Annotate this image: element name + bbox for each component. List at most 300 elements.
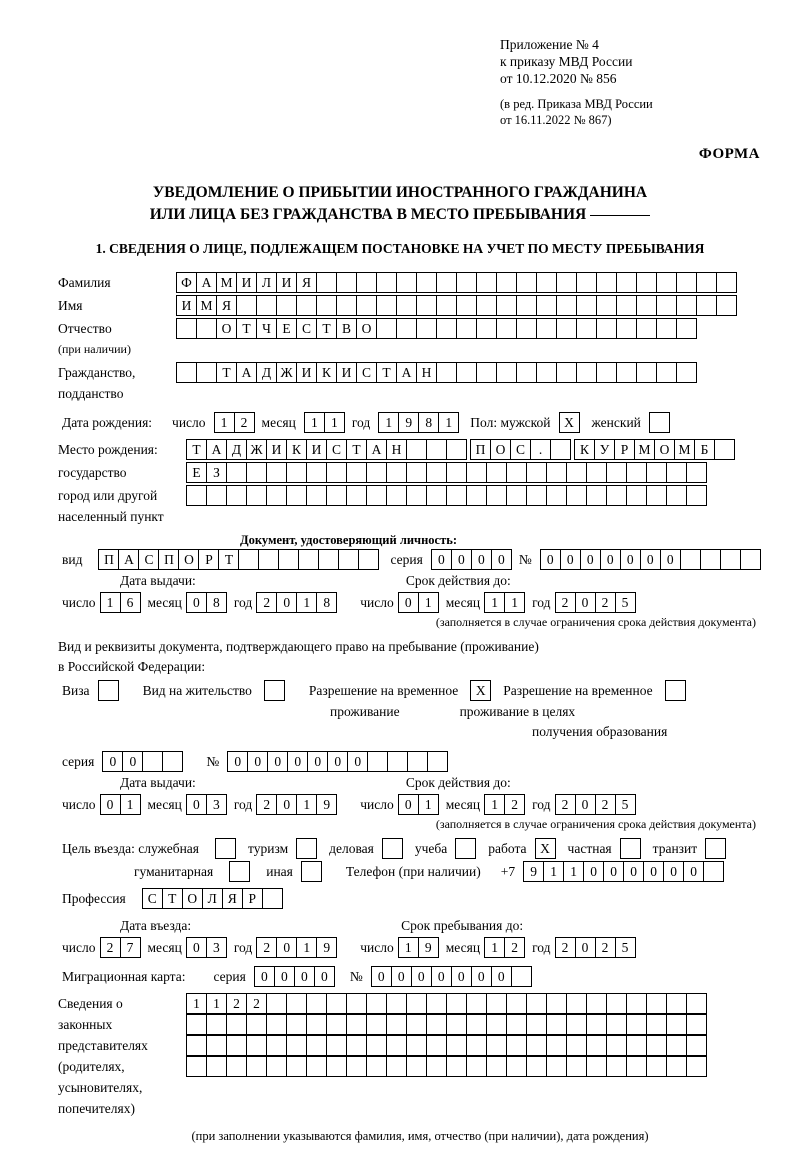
form-cell[interactable] xyxy=(276,295,297,316)
form-cell[interactable] xyxy=(626,1056,647,1077)
form-cell[interactable]: . xyxy=(530,439,551,460)
form-cell[interactable]: 6 xyxy=(120,592,141,613)
form-cell[interactable]: 0 xyxy=(575,937,596,958)
form-cell[interactable]: 0 xyxy=(186,794,207,815)
form-cell[interactable]: З xyxy=(206,462,227,483)
form-cell[interactable] xyxy=(436,272,457,293)
form-cell[interactable]: Т xyxy=(218,549,239,570)
form-cell[interactable] xyxy=(176,318,197,339)
form-cell[interactable] xyxy=(666,1035,687,1056)
form-cell[interactable]: Т xyxy=(162,888,183,909)
form-cell[interactable] xyxy=(616,272,637,293)
purpose-humanitarian-checkbox[interactable] xyxy=(229,861,250,882)
form-cell[interactable] xyxy=(526,993,547,1014)
form-cell[interactable] xyxy=(556,295,577,316)
form-cell[interactable] xyxy=(703,861,724,882)
form-cell[interactable] xyxy=(256,295,277,316)
form-cell[interactable]: И xyxy=(236,272,257,293)
form-cell[interactable]: И xyxy=(336,362,357,383)
sex-female-checkbox[interactable] xyxy=(649,412,670,433)
form-cell[interactable]: П xyxy=(470,439,491,460)
migration-card-series-input[interactable] xyxy=(254,966,334,987)
form-cell[interactable] xyxy=(516,318,537,339)
form-cell[interactable]: 0 xyxy=(411,966,432,987)
form-cell[interactable] xyxy=(286,1014,307,1035)
representatives-input-row-3[interactable] xyxy=(186,1035,706,1056)
form-cell[interactable]: И xyxy=(296,362,317,383)
form-cell[interactable] xyxy=(511,966,532,987)
birthplace-line3-input[interactable] xyxy=(186,485,706,506)
form-cell[interactable] xyxy=(306,993,327,1014)
form-cell[interactable] xyxy=(606,993,627,1014)
form-cell[interactable] xyxy=(286,1056,307,1077)
form-cell[interactable]: 8 xyxy=(206,592,227,613)
form-cell[interactable] xyxy=(456,272,477,293)
form-cell[interactable]: 9 xyxy=(418,937,439,958)
form-cell[interactable] xyxy=(406,993,427,1014)
form-cell[interactable]: 9 xyxy=(316,794,337,815)
form-cell[interactable] xyxy=(396,272,417,293)
purpose-other-checkbox[interactable] xyxy=(301,861,322,882)
form-cell[interactable]: 0 xyxy=(227,751,248,772)
form-cell[interactable]: 5 xyxy=(615,937,636,958)
form-cell[interactable]: Т xyxy=(346,439,367,460)
form-cell[interactable]: 2 xyxy=(100,937,121,958)
form-cell[interactable] xyxy=(476,318,497,339)
entry-day-input[interactable] xyxy=(100,937,140,958)
form-cell[interactable]: 0 xyxy=(276,794,297,815)
form-cell[interactable] xyxy=(366,1056,387,1077)
form-cell[interactable] xyxy=(646,1035,667,1056)
form-cell[interactable]: 1 xyxy=(100,592,121,613)
form-cell[interactable] xyxy=(356,272,377,293)
form-cell[interactable] xyxy=(186,485,207,506)
form-cell[interactable] xyxy=(486,993,507,1014)
form-cell[interactable]: С xyxy=(138,549,159,570)
form-cell[interactable] xyxy=(266,1014,287,1035)
form-cell[interactable]: Ж xyxy=(276,362,297,383)
form-cell[interactable] xyxy=(696,272,717,293)
form-cell[interactable] xyxy=(246,485,267,506)
visa-checkbox[interactable] xyxy=(98,680,119,701)
form-cell[interactable]: Т xyxy=(216,362,237,383)
form-cell[interactable] xyxy=(266,993,287,1014)
form-cell[interactable] xyxy=(358,549,379,570)
form-cell[interactable] xyxy=(680,549,701,570)
form-cell[interactable] xyxy=(466,485,487,506)
form-cell[interactable] xyxy=(616,295,637,316)
form-cell[interactable]: С xyxy=(356,362,377,383)
form-cell[interactable]: 5 xyxy=(615,794,636,815)
form-cell[interactable]: 0 xyxy=(100,794,121,815)
form-cell[interactable]: 0 xyxy=(663,861,684,882)
form-cell[interactable] xyxy=(186,1014,207,1035)
stay-doc-series-input[interactable] xyxy=(102,751,182,772)
form-cell[interactable] xyxy=(366,485,387,506)
purpose-service-checkbox[interactable] xyxy=(215,838,236,859)
form-cell[interactable]: И xyxy=(266,439,287,460)
form-cell[interactable] xyxy=(226,1014,247,1035)
form-cell[interactable] xyxy=(636,295,657,316)
form-cell[interactable]: Л xyxy=(202,888,223,909)
form-cell[interactable]: 0 xyxy=(276,592,297,613)
form-cell[interactable] xyxy=(676,362,697,383)
form-cell[interactable] xyxy=(306,1056,327,1077)
form-cell[interactable]: 0 xyxy=(122,751,143,772)
form-cell[interactable]: 0 xyxy=(391,966,412,987)
form-cell[interactable] xyxy=(466,1014,487,1035)
form-cell[interactable] xyxy=(486,1056,507,1077)
form-cell[interactable]: Д xyxy=(256,362,277,383)
form-cell[interactable] xyxy=(386,1056,407,1077)
form-cell[interactable] xyxy=(426,1035,447,1056)
form-cell[interactable] xyxy=(596,272,617,293)
form-cell[interactable] xyxy=(386,462,407,483)
form-cell[interactable] xyxy=(316,272,337,293)
form-cell[interactable]: 2 xyxy=(595,937,616,958)
form-cell[interactable]: 2 xyxy=(234,412,255,433)
form-cell[interactable]: 0 xyxy=(540,549,561,570)
form-cell[interactable]: 0 xyxy=(451,549,472,570)
form-cell[interactable] xyxy=(406,1056,427,1077)
form-cell[interactable]: 0 xyxy=(643,861,664,882)
form-cell[interactable]: 1 xyxy=(296,592,317,613)
form-cell[interactable]: 2 xyxy=(256,592,277,613)
identity-issue-day-input[interactable] xyxy=(100,592,140,613)
form-cell[interactable] xyxy=(720,549,741,570)
form-cell[interactable] xyxy=(686,1056,707,1077)
form-cell[interactable] xyxy=(346,485,367,506)
form-cell[interactable] xyxy=(396,318,417,339)
form-cell[interactable] xyxy=(646,1014,667,1035)
form-cell[interactable]: 9 xyxy=(523,861,544,882)
form-cell[interactable] xyxy=(526,1056,547,1077)
form-cell[interactable]: М xyxy=(196,295,217,316)
form-cell[interactable]: 0 xyxy=(580,549,601,570)
form-cell[interactable] xyxy=(426,1014,447,1035)
form-cell[interactable] xyxy=(326,1056,347,1077)
form-cell[interactable] xyxy=(466,1056,487,1077)
form-cell[interactable]: 0 xyxy=(620,549,641,570)
stay-valid-day-input[interactable] xyxy=(398,794,438,815)
form-cell[interactable]: А xyxy=(366,439,387,460)
identity-issue-year-input[interactable] xyxy=(256,592,336,613)
form-cell[interactable] xyxy=(486,485,507,506)
form-cell[interactable]: 0 xyxy=(274,966,295,987)
form-cell[interactable]: А xyxy=(206,439,227,460)
form-cell[interactable] xyxy=(366,1014,387,1035)
form-cell[interactable] xyxy=(506,993,527,1014)
form-cell[interactable]: С xyxy=(326,439,347,460)
form-cell[interactable] xyxy=(286,1035,307,1056)
form-cell[interactable] xyxy=(476,362,497,383)
form-cell[interactable] xyxy=(318,549,339,570)
form-cell[interactable] xyxy=(466,993,487,1014)
identity-doc-series-input[interactable] xyxy=(431,549,511,570)
entry-year-input[interactable] xyxy=(256,937,336,958)
form-cell[interactable] xyxy=(376,272,397,293)
form-cell[interactable]: Н xyxy=(386,439,407,460)
form-cell[interactable] xyxy=(676,318,697,339)
form-cell[interactable] xyxy=(426,1056,447,1077)
form-cell[interactable]: 0 xyxy=(491,966,512,987)
form-cell[interactable] xyxy=(656,272,677,293)
form-cell[interactable]: И xyxy=(276,272,297,293)
citizenship-input[interactable] xyxy=(176,362,696,383)
form-cell[interactable] xyxy=(338,549,359,570)
form-cell[interactable] xyxy=(516,295,537,316)
purpose-work-checkbox[interactable]: X xyxy=(535,838,556,859)
form-cell[interactable] xyxy=(686,462,707,483)
form-cell[interactable] xyxy=(656,362,677,383)
form-cell[interactable]: Р xyxy=(242,888,263,909)
form-cell[interactable]: М xyxy=(674,439,695,460)
form-cell[interactable]: 0 xyxy=(398,592,419,613)
form-cell[interactable] xyxy=(636,272,657,293)
form-cell[interactable] xyxy=(686,1035,707,1056)
form-cell[interactable] xyxy=(566,1056,587,1077)
form-cell[interactable]: 0 xyxy=(186,937,207,958)
form-cell[interactable] xyxy=(616,362,637,383)
identity-valid-year-input[interactable] xyxy=(555,592,635,613)
form-cell[interactable] xyxy=(346,1035,367,1056)
form-cell[interactable]: 1 xyxy=(378,412,399,433)
form-cell[interactable]: 0 xyxy=(347,751,368,772)
form-cell[interactable] xyxy=(550,439,571,460)
form-cell[interactable]: 8 xyxy=(418,412,439,433)
form-cell[interactable] xyxy=(626,462,647,483)
form-cell[interactable]: Р xyxy=(614,439,635,460)
form-cell[interactable] xyxy=(646,1056,667,1077)
form-cell[interactable] xyxy=(606,1014,627,1035)
form-cell[interactable] xyxy=(576,362,597,383)
form-cell[interactable]: И xyxy=(176,295,197,316)
form-cell[interactable]: А xyxy=(236,362,257,383)
form-cell[interactable]: О xyxy=(356,318,377,339)
stay-issue-year-input[interactable] xyxy=(256,794,336,815)
form-cell[interactable] xyxy=(576,318,597,339)
form-cell[interactable] xyxy=(387,751,408,772)
form-cell[interactable]: П xyxy=(98,549,119,570)
form-cell[interactable]: 1 xyxy=(206,993,227,1014)
form-cell[interactable] xyxy=(606,462,627,483)
form-cell[interactable] xyxy=(636,362,657,383)
entry-month-input[interactable] xyxy=(186,937,226,958)
form-cell[interactable] xyxy=(366,1035,387,1056)
form-cell[interactable] xyxy=(258,549,279,570)
form-cell[interactable] xyxy=(476,272,497,293)
form-cell[interactable] xyxy=(186,1056,207,1077)
form-cell[interactable] xyxy=(316,295,337,316)
form-cell[interactable] xyxy=(407,751,428,772)
form-cell[interactable] xyxy=(206,1035,227,1056)
form-cell[interactable]: 1 xyxy=(484,592,505,613)
form-cell[interactable]: 0 xyxy=(327,751,348,772)
form-cell[interactable] xyxy=(206,1014,227,1035)
form-cell[interactable]: И xyxy=(306,439,327,460)
form-cell[interactable] xyxy=(346,1014,367,1035)
form-cell[interactable] xyxy=(586,1014,607,1035)
form-cell[interactable] xyxy=(226,1056,247,1077)
form-cell[interactable] xyxy=(296,295,317,316)
form-cell[interactable]: 2 xyxy=(504,794,525,815)
form-cell[interactable]: М xyxy=(216,272,237,293)
form-cell[interactable]: В xyxy=(336,318,357,339)
form-cell[interactable] xyxy=(436,318,457,339)
form-cell[interactable] xyxy=(266,485,287,506)
form-cell[interactable]: 3 xyxy=(206,794,227,815)
form-cell[interactable] xyxy=(546,1035,567,1056)
form-cell[interactable] xyxy=(456,362,477,383)
form-cell[interactable] xyxy=(466,462,487,483)
form-cell[interactable] xyxy=(716,272,737,293)
form-cell[interactable]: 1 xyxy=(438,412,459,433)
form-cell[interactable]: 1 xyxy=(214,412,235,433)
form-cell[interactable] xyxy=(416,295,437,316)
form-cell[interactable] xyxy=(456,295,477,316)
form-cell[interactable]: Ж xyxy=(246,439,267,460)
form-cell[interactable] xyxy=(686,485,707,506)
form-cell[interactable]: Ч xyxy=(256,318,277,339)
form-cell[interactable]: 0 xyxy=(186,592,207,613)
surname-input[interactable] xyxy=(176,272,736,293)
temp-residence-checkbox[interactable]: X xyxy=(470,680,491,701)
form-cell[interactable] xyxy=(246,462,267,483)
identity-doc-number-input[interactable] xyxy=(540,549,760,570)
form-cell[interactable]: П xyxy=(158,549,179,570)
residence-permit-checkbox[interactable] xyxy=(264,680,285,701)
form-cell[interactable] xyxy=(526,1014,547,1035)
stay-year-input[interactable] xyxy=(555,937,635,958)
form-cell[interactable] xyxy=(656,295,677,316)
form-cell[interactable] xyxy=(486,1014,507,1035)
form-cell[interactable]: Т xyxy=(186,439,207,460)
form-cell[interactable] xyxy=(346,1056,367,1077)
representatives-input-row-2[interactable] xyxy=(186,1014,706,1035)
form-cell[interactable]: 7 xyxy=(120,937,141,958)
form-cell[interactable] xyxy=(616,318,637,339)
form-cell[interactable] xyxy=(206,485,227,506)
stay-day-input[interactable] xyxy=(398,937,438,958)
form-cell[interactable]: Д xyxy=(226,439,247,460)
birthplace-city-input[interactable] xyxy=(574,439,734,460)
form-cell[interactable] xyxy=(266,462,287,483)
form-cell[interactable] xyxy=(516,272,537,293)
form-cell[interactable] xyxy=(306,1014,327,1035)
form-cell[interactable] xyxy=(336,295,357,316)
form-cell[interactable] xyxy=(356,295,377,316)
form-cell[interactable] xyxy=(376,295,397,316)
form-cell[interactable]: 0 xyxy=(603,861,624,882)
form-cell[interactable]: 2 xyxy=(595,794,616,815)
form-cell[interactable] xyxy=(666,462,687,483)
representatives-input-row-4[interactable] xyxy=(186,1056,706,1077)
form-cell[interactable] xyxy=(427,751,448,772)
representatives-input-row-1[interactable] xyxy=(186,993,706,1014)
identity-valid-month-input[interactable] xyxy=(484,592,524,613)
form-cell[interactable] xyxy=(546,1014,567,1035)
form-cell[interactable] xyxy=(446,993,467,1014)
form-cell[interactable]: 1 xyxy=(120,794,141,815)
form-cell[interactable]: 0 xyxy=(660,549,681,570)
form-cell[interactable]: 1 xyxy=(504,592,525,613)
form-cell[interactable] xyxy=(346,462,367,483)
form-cell[interactable] xyxy=(496,272,517,293)
form-cell[interactable] xyxy=(446,462,467,483)
form-cell[interactable]: 1 xyxy=(418,592,439,613)
form-cell[interactable]: Я xyxy=(222,888,243,909)
form-cell[interactable] xyxy=(436,362,457,383)
form-cell[interactable] xyxy=(686,1014,707,1035)
form-cell[interactable] xyxy=(326,1014,347,1035)
form-cell[interactable] xyxy=(306,485,327,506)
form-cell[interactable]: С xyxy=(296,318,317,339)
birth-year-input[interactable] xyxy=(378,412,458,433)
form-cell[interactable] xyxy=(596,318,617,339)
form-cell[interactable] xyxy=(286,485,307,506)
form-cell[interactable] xyxy=(556,318,577,339)
form-cell[interactable]: 0 xyxy=(471,966,492,987)
form-cell[interactable]: 0 xyxy=(583,861,604,882)
form-cell[interactable]: 0 xyxy=(307,751,328,772)
purpose-study-checkbox[interactable] xyxy=(455,838,476,859)
form-cell[interactable]: 3 xyxy=(206,937,227,958)
stay-issue-month-input[interactable] xyxy=(186,794,226,815)
form-cell[interactable] xyxy=(446,1014,467,1035)
form-cell[interactable]: 2 xyxy=(246,993,267,1014)
form-cell[interactable]: 0 xyxy=(451,966,472,987)
form-cell[interactable]: О xyxy=(178,549,199,570)
form-cell[interactable]: 0 xyxy=(640,549,661,570)
form-cell[interactable]: 0 xyxy=(314,966,335,987)
form-cell[interactable]: 1 xyxy=(304,412,325,433)
form-cell[interactable]: 0 xyxy=(575,592,596,613)
form-cell[interactable]: 8 xyxy=(316,592,337,613)
form-cell[interactable]: 0 xyxy=(276,937,297,958)
form-cell[interactable] xyxy=(606,485,627,506)
form-cell[interactable] xyxy=(626,993,647,1014)
form-cell[interactable] xyxy=(536,362,557,383)
form-cell[interactable] xyxy=(416,272,437,293)
form-cell[interactable] xyxy=(626,1035,647,1056)
form-cell[interactable] xyxy=(386,1014,407,1035)
form-cell[interactable] xyxy=(186,1035,207,1056)
form-cell[interactable]: К xyxy=(574,439,595,460)
birthplace-line2-input[interactable] xyxy=(186,462,706,483)
form-cell[interactable] xyxy=(536,318,557,339)
form-cell[interactable] xyxy=(346,993,367,1014)
form-cell[interactable] xyxy=(386,1035,407,1056)
stay-valid-year-input[interactable] xyxy=(555,794,635,815)
identity-issue-month-input[interactable] xyxy=(186,592,226,613)
form-cell[interactable] xyxy=(566,462,587,483)
form-cell[interactable] xyxy=(366,462,387,483)
purpose-business-checkbox[interactable] xyxy=(382,838,403,859)
form-cell[interactable] xyxy=(666,1014,687,1035)
form-cell[interactable]: 1 xyxy=(484,794,505,815)
form-cell[interactable] xyxy=(226,1035,247,1056)
form-cell[interactable] xyxy=(476,295,497,316)
form-cell[interactable] xyxy=(586,485,607,506)
form-cell[interactable]: Я xyxy=(296,272,317,293)
form-cell[interactable]: Р xyxy=(198,549,219,570)
birthplace-country-input[interactable] xyxy=(186,439,466,460)
sex-male-checkbox[interactable]: X xyxy=(559,412,580,433)
form-cell[interactable] xyxy=(576,295,597,316)
patronymic-input[interactable] xyxy=(176,318,696,339)
form-cell[interactable] xyxy=(506,1035,527,1056)
form-cell[interactable] xyxy=(446,1035,467,1056)
